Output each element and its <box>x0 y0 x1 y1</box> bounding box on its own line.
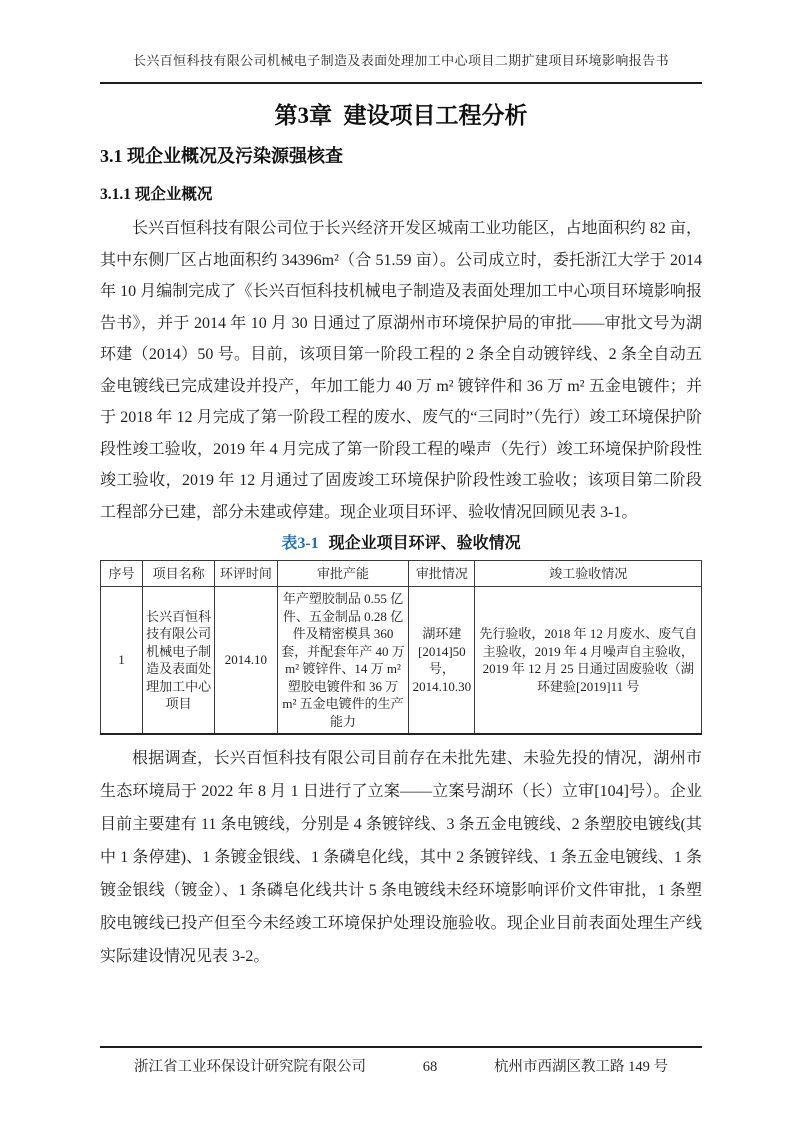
col-header-acceptance-status: 竣工验收情况 <box>475 561 702 587</box>
footer-page-number: 68 <box>422 1059 438 1075</box>
col-header-eia-time: 环评时间 <box>215 561 278 587</box>
cell-eia-time: 2014.10 <box>215 587 278 735</box>
section-heading: 3.1 现企业概况及污染源强核查 <box>100 146 343 166</box>
cell-project-name: 长兴百恒科技有限公司机械电子制造及表面处理加工中心项目 <box>143 587 215 735</box>
table-header-row <box>101 561 702 587</box>
cell-approval-status: 湖环建[2014]50 号，2014.10.30 <box>409 587 475 735</box>
col-header-approved-capacity: 审批产能 <box>277 561 409 587</box>
subsection-heading: 3.1.1 现企业概况 <box>100 186 213 203</box>
cell-acceptance-status: 先行验收，2018 年 12 月废水、废气自主验收，2019 年 4 月噪声自主验收，2019 年 12 月 25 日通过固废验收（湖环建验[2019]11 号 <box>475 587 702 735</box>
cell-index: 1 <box>101 587 143 735</box>
page-header <box>100 0 702 84</box>
cell-approved-capacity: 年产塑胶制品 0.55 亿件、五金制品 0.28 亿件及精密模具 360 套，并配套年产 40 万 m² 镀锌件、14 万 m² 塑胶电镀件和 36 万 m² 五金电镀件的生产能力 <box>277 587 409 735</box>
footer-company: 浙江省工业环保设计研究院有限公司 <box>134 1059 366 1075</box>
footer-address: 杭州市西湖区教工路 149 号 <box>494 1059 668 1075</box>
body-paragraph-2: 根据调查，长兴百恒科技有限公司目前存在未批先建、未验先投的情况，湖州市生态环境局于 2022 年 8 月 1 日进行了立案——立案号湖环（长）立审[104]号）。企业目前主要建有 11 条电镀线，分别是 4 条镀锌线、3 条五金电镀线、2 条塑胶电镀线(其中 1 条停建)、1 条镀金银线、1 条磷皂化线，其中 2 条镀锌线、1 条五金电镀线、1 条镀金银线（镀金）、1 条磷皂化线共计 5 条电镀线未经环境影响评价文件审批，1 条塑胶电镀线已投产但至今未经竣工环境保护处理设施验收。现企业目前表面处理生产线实际建设情况见表 3-2。 <box>100 750 702 965</box>
table-caption-label: 表3-1 <box>281 535 319 552</box>
report-title: 长兴百恒科技有限公司机械电子制造及表面处理加工中心项目二期扩建项目环境影响报告书 <box>132 53 669 68</box>
table-caption-title: 现企业项目环评、验收情况 <box>328 535 521 552</box>
col-header-approval-status: 审批情况 <box>409 561 475 587</box>
table-caption <box>100 533 702 555</box>
footer-row <box>100 1048 702 1076</box>
col-header-project-name: 项目名称 <box>143 561 215 587</box>
page-footer <box>100 1046 702 1076</box>
chapter-title: 第3章 建设项目工程分析 <box>274 103 528 128</box>
table-row <box>101 587 702 735</box>
body-paragraph-1: 长兴百恒科技有限公司位于长兴经济开发区城南工业功能区，占地面积约 82 亩，其中东侧厂区占地面积约 34396m²（合 51.59 亩）。公司成立时，委托浙江大学于 2014 年 10 月编制完成了《长兴百恒科技机械电子制造及表面处理加工中心项目环境影响报告书》，并于 2014 年 10 月 30 日通过了原湖州市环境保护局的审批——审批文号为湖环建（2014）50 号。目前，该项目第一阶段工程的 2 条全自动镀锌线、2 条全自动五金电镀线已完成建设并投产，年加工能力 40 万 m² 镀锌件和 36 万 m² 五金电镀件；并于 2018 年 12 月完成了第一阶段工程的废水、废气的“三同时”（先行）竣工环境保护阶段性竣工验收，2019 年 4 月完成了第一阶段工程的噪声（先行）竣工环境保护阶段性竣工验收，2019 年 12 月通过了固废竣工环境保护阶段性竣工验收；该项目第二阶段工程部分已建，部分未建或停建。现企业项目环评、验收情况回顾见表 3-1。 <box>100 220 702 521</box>
page-content <box>100 100 702 973</box>
review-table <box>100 560 702 735</box>
col-header-index: 序号 <box>101 561 143 587</box>
